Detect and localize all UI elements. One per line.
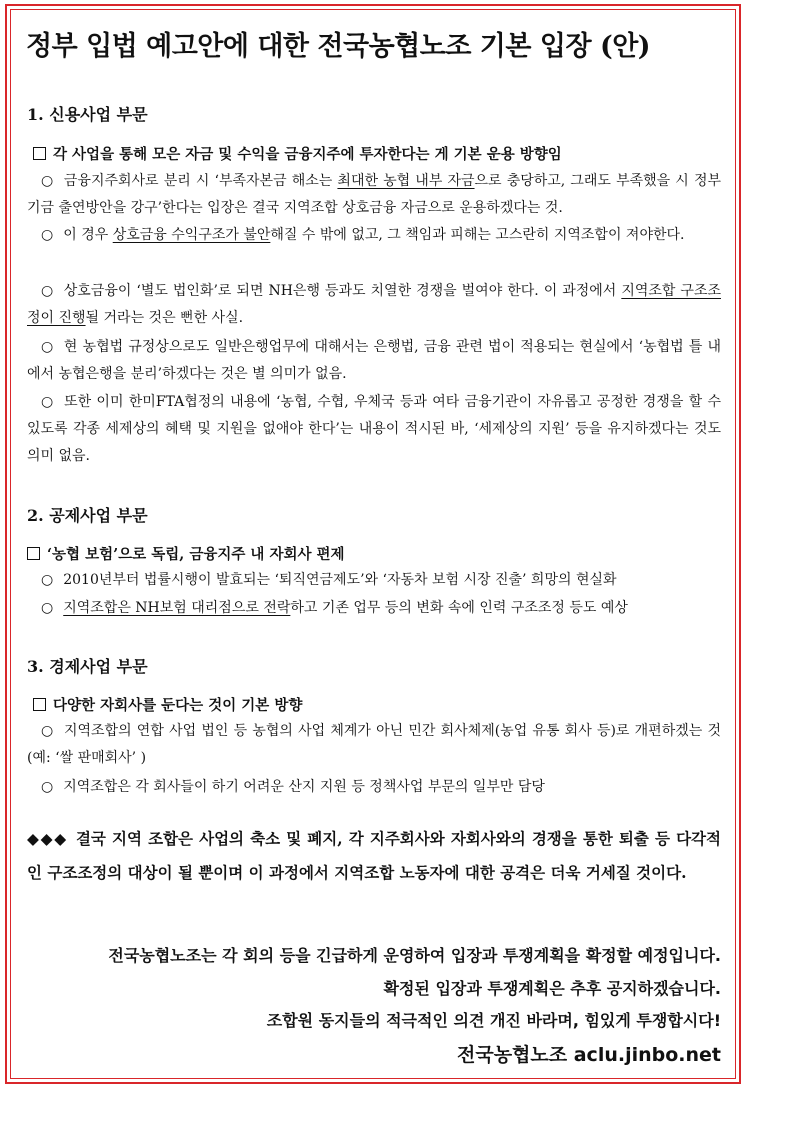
conclusion-text: 결국 지역 조합은 사업의 축소 및 폐지, 각 지주회사와 자회사와의 경쟁을 통한 퇴출 등 다각적인 구조조정의 대상이 될 뿐이며 이 과정에서 지역조합 노동자에 대한 공격은 더욱 거세질 것이다. xyxy=(27,829,721,882)
item-text: 2010년부터 법률시행이 발효되는 ‘퇴직연금제도’와 ‘자동차 보험 시장 진출’ 희망의 현실화 xyxy=(63,572,617,588)
circle-bullet-icon: ○ xyxy=(41,572,54,588)
item-underlined-text: 지역조합 구조조정이 진행 xyxy=(27,283,721,326)
section-2-subheading xyxy=(27,543,345,564)
section-3-heading: 3. 경제사업 부문 xyxy=(27,657,148,676)
checkbox-icon xyxy=(27,547,40,560)
circle-bullet-icon: ○ xyxy=(41,283,54,299)
section-3-subheading-text: 다양한 자회사를 둔다는 것이 기본 방향 xyxy=(53,697,303,714)
item-text: 으로 충당하고, 그래도 부족했을 시 정부 기금 출연방안을 강구’한다는 입장은 결국 지역조합 상호금융 자금으로 운용하겠다는 것. xyxy=(27,173,721,216)
closing-line-1: 전국농협노조는 각 회의 등을 긴급하게 운영하여 입장과 투쟁계획을 확정할 예정입니다. xyxy=(108,946,721,965)
item-text: 또한 이미 한미FTA협정의 내용에 ‘농협, 수협, 우체국 등과 여타 금융기관이 자유롭고 공정한 경쟁을 할 수 있도록 각종 세제상의 혜택 및 지원을 없애야 한다’는 내용이 적시된 바, ‘세제상의 지원’ 등을 유지하겠다는 것도 의미 없음. xyxy=(27,394,722,464)
section-2-heading: 2. 공제사업 부문 xyxy=(27,506,148,525)
item-text: 현 농협법 규정상으로도 일반은행업무에 대해서는 은행법, 금융 관련 법이 적용되는 현실에서 ‘농협법 틀 내에서 농협은행을 분리’하겠다는 것은 별 의미가 없음. xyxy=(27,339,721,382)
section-3-item-1 xyxy=(27,718,721,772)
closing-line-3: 조합원 동지들의 적극적인 의견 개진 바라며, 힘있게 투쟁합시다! xyxy=(266,1011,721,1030)
closing-line-2: 확정된 입장과 투쟁계획은 추후 공지하겠습니다. xyxy=(383,979,721,998)
section-3-item-2 xyxy=(41,774,545,801)
section-1-item-1 xyxy=(27,168,721,222)
section-1-subheading-text: 각 사업을 통해 모은 자금 및 수익을 금융지주에 투자한다는 게 기본 운용 방향임 xyxy=(53,146,562,163)
section-1-item-3 xyxy=(27,278,721,332)
circle-bullet-icon: ○ xyxy=(41,173,54,189)
section-1-heading: 1. 신용사업 부문 xyxy=(27,105,148,124)
item-text: 해질 수 밖에 없고, 그 책임과 피해는 고스란히 지역조합이 져야한다. xyxy=(270,227,685,243)
section-1-subheading xyxy=(33,143,562,164)
item-underlined-text: 상호금융 수익구조가 불안 xyxy=(112,227,271,243)
circle-bullet-icon: ○ xyxy=(41,394,55,410)
section-2-item-1 xyxy=(41,567,617,594)
circle-bullet-icon: ○ xyxy=(41,779,54,795)
circle-bullet-icon: ○ xyxy=(41,227,54,243)
circle-bullet-icon: ○ xyxy=(41,723,54,739)
conclusion-paragraph xyxy=(27,822,721,890)
item-text: 될 거라는 것은 뻔한 사실. xyxy=(85,310,244,326)
signature: 전국농협노조 aclu.jinbo.net xyxy=(457,1044,721,1066)
document-title: 정부 입법 예고안에 대한 전국농협노조 기본 입장 (안) xyxy=(26,31,651,62)
section-1-item-2 xyxy=(27,222,721,249)
item-text: 하고 기존 업무 등의 변화 속에 인력 구조조정 등도 예상 xyxy=(290,600,628,616)
checkbox-icon xyxy=(33,147,46,160)
item-text: 상호금융이 ‘별도 법인화’로 되면 NH은행 등과도 치열한 경쟁을 벌여야 한다. 이 과정에서 xyxy=(63,283,622,299)
section-1-item-5 xyxy=(27,389,721,470)
section-2-item-2 xyxy=(41,595,628,622)
section-2-subheading-text: ‘농협 보험’으로 독립, 금융지주 내 자회사 편제 xyxy=(47,546,345,563)
item-text: 금융지주회사로 분리 시 ‘부족자본금 해소는 xyxy=(63,173,338,189)
item-underlined-text: 지역조합은 NH보험 대리점으로 전락 xyxy=(63,600,291,616)
item-underlined-text: 최대한 농협 내부 자금 xyxy=(337,173,475,189)
section-3-subheading xyxy=(33,694,302,715)
item-text: 이 경우 xyxy=(63,227,113,243)
circle-bullet-icon: ○ xyxy=(41,600,54,616)
checkbox-icon xyxy=(33,698,46,711)
diamond-bullets-icon: ◆◆◆ xyxy=(27,829,68,848)
section-1-item-4 xyxy=(27,334,721,388)
item-text: 지역조합은 각 회사들이 하기 어려운 산지 지원 등 정책사업 부문의 일부만 담당 xyxy=(63,779,545,795)
item-text: 지역조합의 연합 사업 법인 등 농협의 사업 체계가 아닌 민간 회사체제(농업 유통 회사 등)로 개편하겠는 것(예: ‘쌀 판매회사’ ) xyxy=(27,723,722,766)
circle-bullet-icon: ○ xyxy=(41,339,54,355)
